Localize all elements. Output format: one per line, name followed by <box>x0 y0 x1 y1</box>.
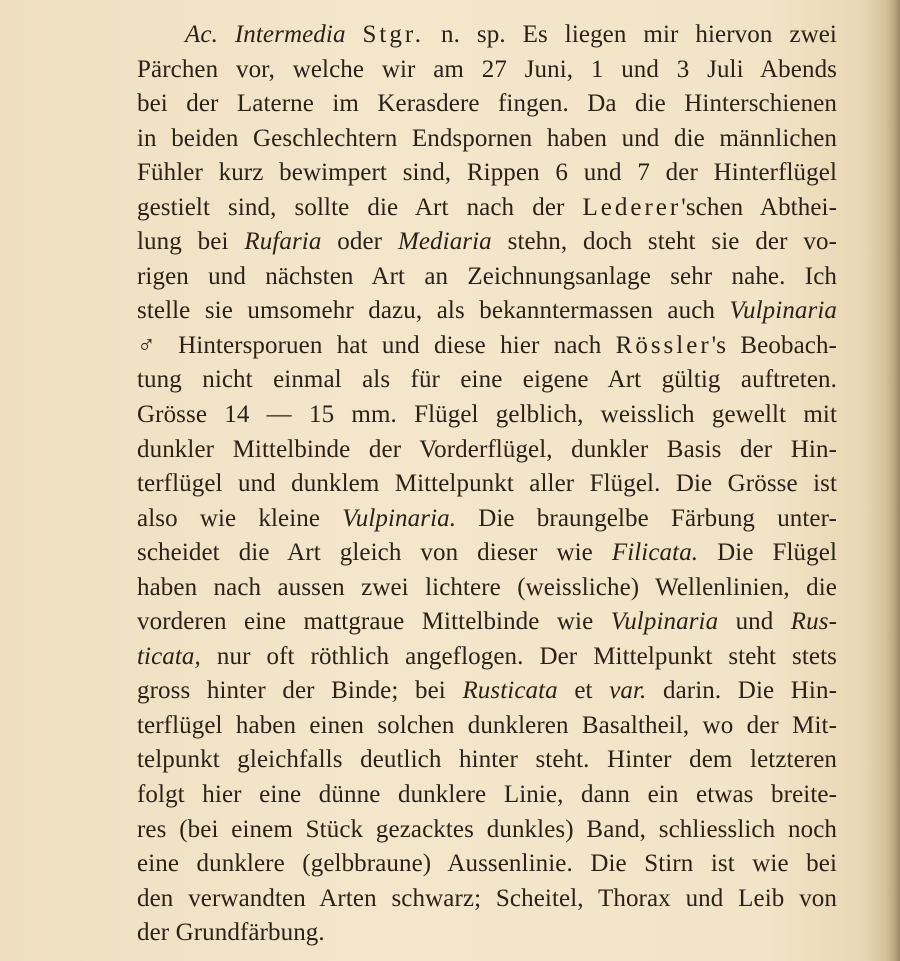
italic-term: Mediaria <box>397 228 492 256</box>
text-line <box>137 882 837 917</box>
text-segment: scheidet die Art gleich von dieser wie <box>137 539 612 567</box>
text-segment: tung nicht einmal als für eine eigene Art gültig auftreten. <box>137 366 837 394</box>
text-line <box>137 467 837 502</box>
text-line <box>137 640 837 675</box>
text-line <box>137 743 837 778</box>
text-segment: Die Flügel <box>698 539 838 567</box>
text-line <box>137 502 837 537</box>
text-line <box>137 813 837 848</box>
text-line <box>137 53 837 88</box>
text-line <box>137 87 837 122</box>
text-line <box>137 778 837 813</box>
text-line <box>137 225 837 260</box>
text-segment: 'schen Abthei- <box>681 193 837 221</box>
italic-term: Filicata. <box>611 539 699 567</box>
italic-term: ticata, <box>137 642 201 670</box>
text-line <box>137 18 837 53</box>
text-line <box>137 122 837 157</box>
text-segment: haben nach aussen zwei lichtere (weissliche) Wellenlinien, die <box>137 573 837 601</box>
text-segment: der Grundfärbung. <box>137 919 325 947</box>
italic-term: Vulpinaria <box>610 608 719 636</box>
text-segment: lung bei <box>137 228 245 256</box>
italic-term: Rus- <box>790 608 838 636</box>
italic-term: Vulpinaria. <box>342 504 457 532</box>
page-edge-shadow <box>886 0 900 961</box>
text-segment: bei der Laterne im Kerasdere fingen. Da die Hinterschienen <box>137 90 837 118</box>
text-line <box>137 709 837 744</box>
text-segment: eine dunklere (gelbbraune) Aussenlinie. Die Stirn ist wie bei <box>137 850 837 878</box>
text-line <box>137 916 837 951</box>
text-line <box>137 363 837 398</box>
text-segment: den verwandten Arten schwarz; Scheitel, Thorax und Leib von <box>137 884 837 912</box>
text-segment: Grösse 14 — 15 mm. Flügel gelblich, weisslich gewellt mit <box>137 401 837 429</box>
text-segment: terflügel haben einen solchen dunkleren Basaltheil, wo der Mit- <box>137 711 837 739</box>
text-line <box>137 191 837 226</box>
text-segment: et <box>557 677 610 705</box>
italic-term: Ac. Intermedia <box>185 21 346 48</box>
text-segment: in beiden Geschlechtern Endspornen haben und die männlichen <box>137 124 837 152</box>
text-segment: und <box>718 608 791 636</box>
text-line <box>137 329 837 364</box>
italic-term: var. <box>609 677 647 705</box>
italic-term: Vulpinaria <box>729 297 837 325</box>
text-segment: telpunkt gleichfalls deutlich hinter steht. Hinter dem letzteren <box>137 746 837 774</box>
text-segment: stehn, doch steht sie der vo- <box>491 228 838 256</box>
text-segment: dunkler Mittelbinde der Vorderflügel, dunkler Basis der Hin- <box>137 435 837 463</box>
text-segment <box>346 21 363 48</box>
italic-term: Rusticata <box>462 677 558 705</box>
spaced-name: Stgr. <box>362 21 425 48</box>
text-segment: gestielt sind, sollte die Art nach der <box>137 193 583 221</box>
text-segment: ♂ Hintersporuen hat und diese hier nach <box>137 331 616 359</box>
italic-term: Rufaria <box>244 228 322 256</box>
text-line <box>137 605 837 640</box>
text-line <box>137 571 837 606</box>
text-line <box>137 294 837 329</box>
text-segment: Fühler kurz bewimpert sind, Rippen 6 und 7 der Hinterflügel <box>137 159 837 187</box>
text-segment: rigen und nächsten Art an Zeichnungsanlage sehr nahe. Ich <box>137 262 837 290</box>
text-line <box>137 156 837 191</box>
text-segment: nur oft röthlich angeflogen. Der Mittelpunkt steht stets <box>200 642 837 670</box>
species-description-paragraph <box>137 18 837 951</box>
text-segment: vorderen eine mattgraue Mittelbinde wie <box>137 608 611 636</box>
text-segment: Pärchen vor, welche wir am 27 Juni, 1 und 3 Juli Abends <box>137 55 837 83</box>
text-line <box>137 847 837 882</box>
text-segment: gross hinter der Binde; bei <box>137 677 463 705</box>
text-segment: stelle sie umsomehr dazu, als bekanntermassen auch <box>137 297 730 325</box>
text-line <box>137 433 837 468</box>
text-segment: n. sp. Es liegen mir hiervon zwei <box>424 21 837 48</box>
spaced-name: Rössler <box>615 331 712 359</box>
spaced-name: Lederer <box>582 193 682 221</box>
text-segment: also wie kleine <box>137 504 343 532</box>
text-segment: Die braungelbe Färbung unter- <box>456 504 837 532</box>
text-line <box>137 674 837 709</box>
text-line <box>137 260 837 295</box>
text-segment: terflügel und dunklem Mittelpunkt aller Flügel. Die Grösse ist <box>137 470 837 498</box>
text-segment: res (bei einem Stück gezacktes dunkles) Band, schliesslich noch <box>137 815 837 843</box>
text-segment: 's Beobach- <box>711 331 837 359</box>
text-segment: darin. Die Hin- <box>646 677 837 705</box>
text-segment: folgt hier eine dünne dunklere Linie, dann ein etwas breite- <box>137 781 837 809</box>
text-line <box>137 398 837 433</box>
text-segment: oder <box>321 228 398 256</box>
text-line <box>137 536 837 571</box>
